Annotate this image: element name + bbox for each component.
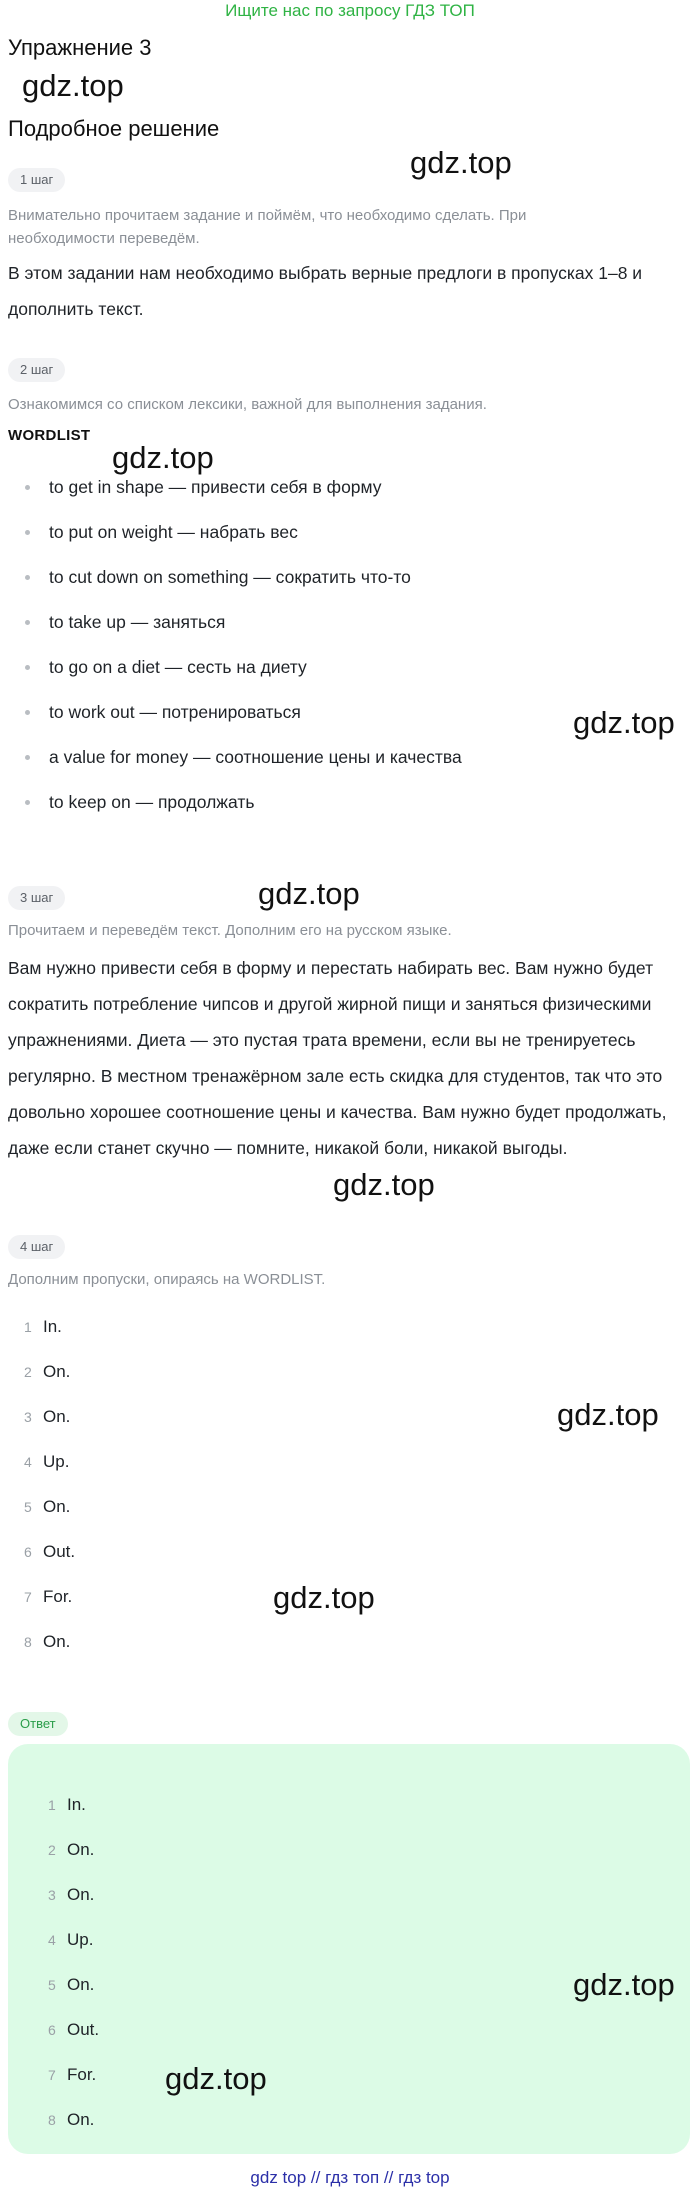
list-item: 3 On. — [48, 1885, 95, 1904]
step-1-note: Внимательно прочитаем задание и поймём, что необходимо сделать. При необходимости переведём. — [8, 207, 527, 247]
list-item: a value for money — соотношение цены и качества — [24, 745, 462, 790]
watermark: gdz.top — [573, 1967, 675, 2002]
list-item: 4 Up. — [24, 1452, 70, 1471]
watermark: gdz.top — [273, 1580, 375, 1615]
list-item: 3 On. — [24, 1407, 71, 1426]
list-item: 8 On. — [48, 2110, 95, 2129]
watermark: gdz.top — [557, 1397, 659, 1432]
list-item: 2 On. — [24, 1362, 71, 1381]
step-3-note: Прочитаем и переведём текст. Дополним его на русском языке. — [8, 922, 452, 939]
list-item: 1 In. — [48, 1795, 86, 1814]
step-3-text: Вам нужно привести себя в форму и перестать набирать вес. Вам нужно будет сократить потребление чипсов и другой жирной пищи и заняться физическими упражнениями. Диета — это пустая трата времени, если вы не тренируетесь регулярно. В местном тренажёрном зале есть скидка для студентов, так что это довольно хорошее соотношение цены и качества. Вам нужно будет продолжать, даже если станет скучно — помните, никакой боли, никакой выгоды. — [8, 958, 667, 1158]
wordlist — [24, 475, 462, 835]
list-item: 1 In. — [24, 1317, 62, 1336]
list-item: to work out — потренироваться — [24, 700, 462, 745]
list-item: 5 On. — [48, 1975, 95, 1994]
step-2-note: Ознакомимся со списком лексики, важной для выполнения задания. — [8, 396, 487, 413]
list-item: 2 On. — [48, 1840, 95, 1859]
list-item: to cut down on something — сократить что-то — [24, 565, 462, 610]
step-1-badge: 1 шаг — [8, 168, 65, 192]
watermark: gdz.top — [258, 876, 360, 911]
list-item: to get in shape — привести себя в форму — [24, 475, 462, 520]
list-item: 7 For. — [48, 2065, 97, 2084]
step-2-badge: 2 шаг — [8, 358, 65, 382]
list-item: 8 On. — [24, 1632, 71, 1651]
exercise-title: Упражнение 3 — [8, 35, 152, 60]
list-item: to put on weight — набрать вес — [24, 520, 462, 565]
watermark: gdz.top — [165, 2061, 267, 2096]
solution-title: Подробное решение — [8, 116, 220, 141]
step-4-note: Дополним пропуски, опираясь на WORDLIST. — [8, 1271, 326, 1288]
watermark: gdz.top — [573, 705, 675, 740]
watermark: gdz.top — [410, 145, 512, 180]
step-3-badge: 3 шаг — [8, 886, 65, 910]
search-banner: Ищите нас по запросу ГДЗ ТОП — [225, 1, 475, 20]
wordlist-title: WORDLIST — [8, 427, 91, 444]
answer-list — [48, 1793, 99, 2153]
list-item: 6 Out. — [48, 2020, 100, 2039]
step-4-badge: 4 шаг — [8, 1235, 65, 1259]
list-item: to go on a diet — сесть на диету — [24, 655, 462, 700]
answers-list — [24, 1315, 75, 1675]
watermark: gdz.top — [112, 440, 214, 475]
list-item: to take up — заняться — [24, 610, 462, 655]
list-item: to keep on — продолжать — [24, 790, 462, 835]
list-item: 7 For. — [24, 1587, 73, 1606]
watermark: gdz.top — [22, 68, 124, 103]
list-item: 5 On. — [24, 1497, 71, 1516]
list-item: 4 Up. — [48, 1930, 94, 1949]
list-item: 6 Out. — [24, 1542, 76, 1561]
answer-badge: Ответ — [8, 1712, 68, 1736]
watermark: gdz.top — [333, 1167, 435, 1202]
step-1-text: В этом задании нам необходимо выбрать верные предлоги в пропусках 1–8 и дополнить текст. — [8, 263, 643, 319]
answer-box — [8, 1744, 690, 2154]
footer-links[interactable]: gdz top // гдз топ // гдз top — [250, 2168, 450, 2187]
